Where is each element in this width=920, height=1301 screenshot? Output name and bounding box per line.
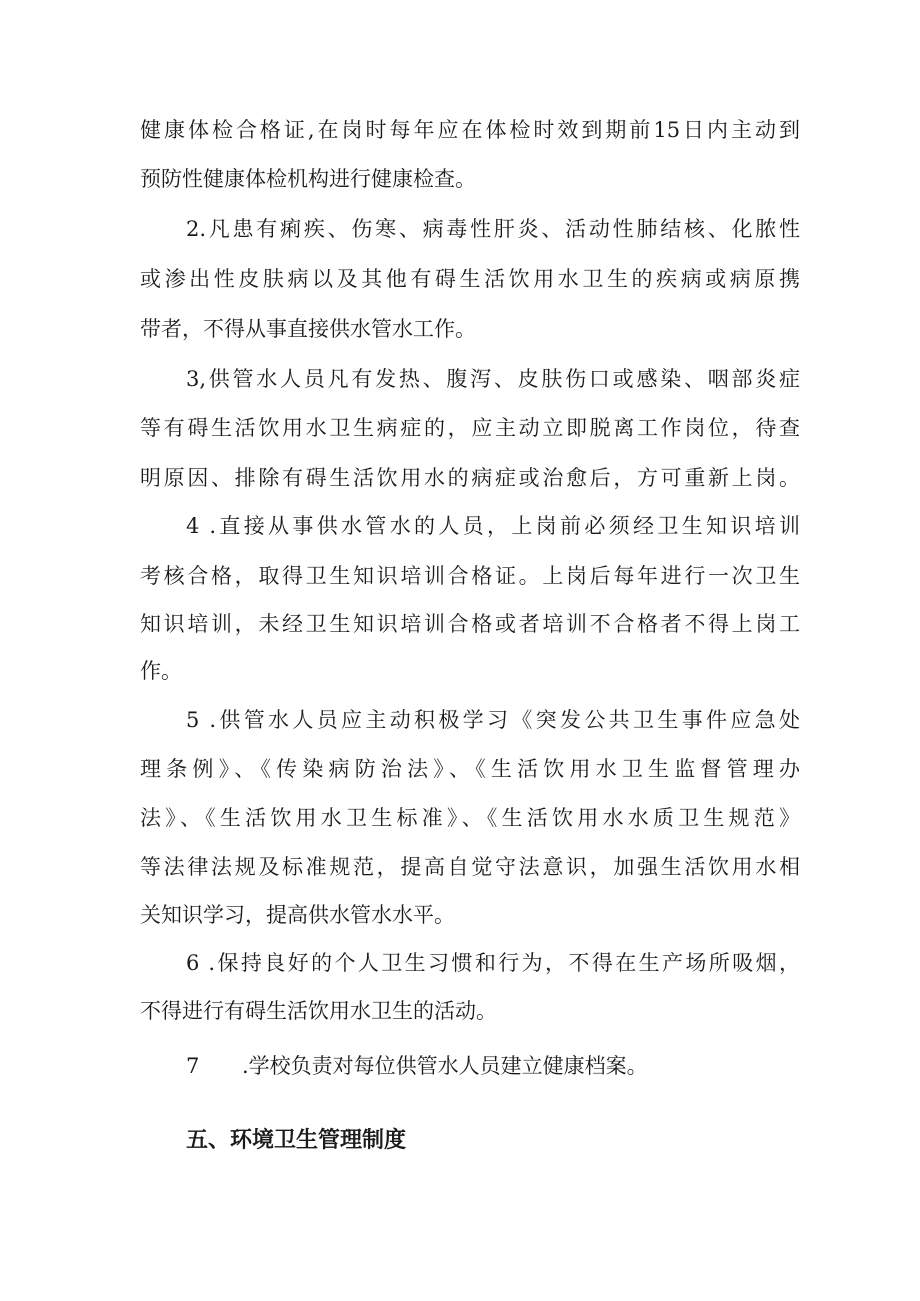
body-line: 法》、《生活饮用水卫生标准》、《生活饮用水水质卫生规范》: [140, 806, 800, 830]
body-line: 健康体检合格证,在岗时每年应在体检时效到期前15日内主动到: [140, 118, 800, 142]
body-line: 预防性健康体检机构进行健康检查。: [140, 167, 476, 191]
list-item-7-text: .学校负责对每位供管水人员建立健康档案。: [242, 1054, 648, 1078]
list-item-3-line: 3,供管水人员凡有发热、腹泻、皮肤伤口或感染、咽部炎症: [186, 367, 800, 391]
body-line: 关知识学习，提高供水管水水平。: [140, 903, 455, 927]
list-item-7-number: 7: [186, 1054, 200, 1078]
body-line: 等有碍生活饮用水卫生病症的，应主动立即脱离工作岗位，待查: [140, 416, 800, 440]
body-line: 知识培训，未经卫生知识培训合格或者培训不合格者不得上岗工: [140, 612, 800, 636]
body-line: 等法律法规及标准规范，提高自觉守法意识，加强生活饮用水相: [140, 855, 800, 879]
list-item-5-line: 5 .供管水人员应主动积极学习《突发公共卫生事件应急处: [186, 708, 800, 732]
body-line: 带者，不得从事直接供水管水工作。: [140, 317, 476, 341]
body-line: 考核合格，取得卫生知识培训合格证。上岗后每年进行一次卫生: [140, 564, 800, 588]
list-item-7-line: [186, 1051, 800, 1081]
body-line: 理条例》、《传染病防治法》、《生活饮用水卫生监督管理办: [140, 757, 800, 781]
section-heading: 五、环境卫生管理制度: [186, 1128, 407, 1153]
body-line: 作。: [140, 659, 182, 683]
list-item-2-line: 2.凡患有痢疾、伤寒、病毒性肝炎、活动性肺结核、化脓性: [186, 217, 800, 241]
body-line: 或渗出性皮肤病以及其他有碍生活饮用水卫生的疾病或病原携: [140, 267, 800, 291]
body-line: 明原因、排除有碍生活饮用水的病症或治愈后，方可重新上岗。: [140, 466, 800, 490]
list-item-6-line: 6 .保持良好的个人卫生习惯和行为，不得在生产场所吸烟，: [186, 951, 800, 975]
list-item-4-line: 4 .直接从事供水管水的人员，上岗前必须经卫生知识培训: [186, 514, 800, 538]
body-line: 不得进行有碍生活饮用水卫生的活动。: [140, 999, 497, 1023]
